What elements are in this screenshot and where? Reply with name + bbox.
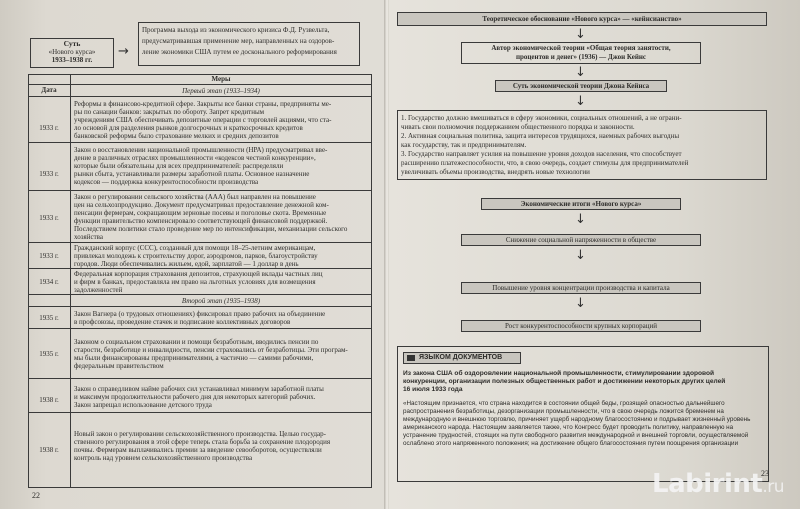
row-date: 1933 г.	[39, 252, 59, 260]
thesis-line: увеличивать объемы производства, внедрять новые технологии	[401, 168, 590, 176]
essence-keynes-title: Суть экономической теории Джона Кейнса	[512, 82, 650, 90]
thesis-line: 1. Государство должно вмешиваться в сферу экономики, социальных отношений, а не ограни-	[401, 114, 682, 122]
book-icon	[407, 355, 415, 361]
row-date: 1933 г.	[39, 170, 59, 178]
doc-text-line: распространения безработицы, дезорганизации промышленности, что в свою очередь ложится бременем на	[403, 408, 724, 415]
thesis-line: чивать свои полномочия поддержанием общественного порядка и законности.	[401, 123, 635, 131]
doc-title-line: Из закона США об оздоровлении национальной промышленности, стимулировании здоровой	[403, 370, 715, 377]
row-date: 1933 г.	[39, 124, 59, 132]
left-page: Суть «Нового курса» 1933–1938 гг. → Программа выхода из экономического кризиса Ф.Д. Рузвельта, предусматривавшая применение мер, направленных на оздоров- ление экономики США путем ее досконального реформирования Дата Меры Первый этап (1933–1934) 1933 г. 1933 г. 1933 г. 1933 г. 1934 г. Второй этап (1935–1938) 1935 г. 1935 г. 1938 г. 1938 г. Реформы в финансово-кредитной сфере. Закрыты все банки страны, предприняты ме- ры по санации банков: закрытых по обороту. Запрет кредитным учреждениям США обеспечивать депозитные операции с торговлей акциями, что ста- ло основой для разделения рынков долгосрочных и краткосрочных кредитов банковской реформы было страхование мелких и средних депозитов Закон о восстановлении национальной промышленности (НРА) предусматривал вве- дение в различных отраслях промышленности «кодексов честной конкуренции», которые были обязательны для всех предпринимателей: распределяли рынки сбыта, устанавливали размеры заработной платы. Основное назначение кодексов — поддержка конкурентоспособности производства Закон о регулировании сельского хозяйства (AAA) был направлен на повышение цен на сельхозпродукцию. Документ предусматривал предоставление денежной ком- пенсации фермерам, сокращающим зерновые посевы и поголовье скота. Временные функции правительство компенсировало соответствующей финансовой поддержкой. Последствием политики стало проведение мер по интенсификации, механизации сельского хозяйства Гражданский корпус (ССС), созданный для помощи 18–25-летним американцам, привлекал молодежь к строительству дорог, аэродромов, парков, благоустройству городов. Люди обеспечивались жильем, едой, зарплатой — 1 доллар в день Федеральная корпорация страхования депозитов, страхующей вклады частных лиц и фирм в банках, предоставляла им право на льготных условиях для возмещения задолженностей Закон Вагнера (о трудовых отношениях) фиксировал право рабочих на объединение в профсоюзы, проведение стачек и подписание коллективных договоров Законом о социальном страховании и помощи безработным, вводились пенсии по старости, безработице и инвалидности, пенсии страховались от безработицы. Эти програм- мы были финансированы предпринимателями, а частично — самими рабочими, федеральным правительством Закон о справедливом найме рабочих сил устанавливал минимум заработной платы и максимум продолжительности рабочего дня для некоторых категорий рабочих. Закон запрещал использование детского труда Новый закон о регулировании сельскохозяйственного производства. Целью государ- ственного регулирования в этой сфере теперь стала борьба за сохранение плодородия почвы. Фермерам выплачивались премии за введение севооборотов, осуществляли контроль над уровнем сельскохозяйственного производства 22	[0, 0, 386, 509]
stage-two-label: Второй этап (1935–1938)	[181, 297, 261, 305]
table-header-measures: Меры	[211, 75, 231, 83]
right-page	[389, 0, 800, 509]
thesis-line: как государству, так и предпринимателям.	[401, 141, 527, 149]
intro-line-2: предусматривавшая применение мер, направленных на оздоров-	[142, 37, 335, 45]
result-text: Повышение уровня концентрации производства и капитала	[492, 284, 670, 292]
doc-title-line: 16 июля 1933 года	[403, 386, 463, 393]
essence-title: Суть	[63, 39, 81, 48]
arrow-right-icon: →	[118, 44, 129, 59]
result-text: Рост конкурентоспособности крупных корпораций	[504, 322, 658, 330]
doc-text-line: американского народа. Настоящим заявляется также, что Конгресс будет проводить политику, направленную на	[403, 424, 734, 431]
arrow-down-icon: ↓	[575, 94, 586, 109]
intro-line-1: Программа выхода из экономического кризиса Ф.Д. Рузвельта,	[142, 26, 330, 34]
keynesianism-title: Теоретическое обоснование «Нового курса» — «кейнсианство»	[482, 15, 682, 23]
doc-text-line: международную и внешнюю торговлю, причиняет ущерб народному благосостоянию и подрывает жизненный уровень	[403, 416, 751, 423]
row-date: 1933 г.	[39, 214, 59, 222]
doc-title-line: конкуренции, организации полезных общественных работ и достижении некоторых других целей	[403, 378, 726, 385]
author-line-2: процентов и денег» (1936) — Джон Кейнс	[515, 53, 647, 61]
thesis-line: 3. Государство направляет усилия на повышение уровня доходов населения, что способствует	[401, 150, 682, 158]
arrow-down-icon: ↓	[575, 212, 586, 227]
arrow-down-icon: ↓	[575, 248, 586, 263]
labirint-watermark: Labirint.ru	[652, 469, 784, 499]
page-number: 23	[761, 469, 769, 478]
doc-text-line: «Настоящим признается, что страна находится в состоянии общей беды, грозящей опасностью дальнейшего	[403, 400, 725, 407]
intro-line-3: ление экономики США путем ее досконального реформирования	[142, 48, 337, 56]
author-line-1: Автор экономической теории «Общая теория занятости,	[491, 44, 671, 52]
documents-heading: ЯЗЫКОМ ДОКУМЕНТОВ	[419, 354, 503, 361]
arrow-down-icon: ↓	[575, 27, 586, 42]
result-text: Снижение социальной напряженности в обществе	[505, 236, 657, 244]
stage-one-label: Первый этап (1933–1934)	[182, 87, 260, 95]
arrow-down-icon: ↓	[575, 65, 586, 80]
essence-subtitle: «Нового курса»	[48, 48, 96, 56]
row-date: 1935 г.	[39, 314, 59, 322]
row-date: 1938 г.	[39, 446, 59, 454]
doc-text-line: ослаблено этого напряженного положения; на достижение общего благосостояния путем поощрения организации	[403, 440, 739, 447]
row-date: 1935 г.	[39, 350, 59, 358]
page-number: 22	[32, 491, 40, 500]
essence-years: 1933–1938 гг.	[51, 56, 93, 64]
row-date: 1938 г.	[39, 396, 59, 404]
thesis-line: 2. Активная социальная политика, защита интересов трудящихся, наемных рабочих выгодны	[401, 132, 680, 140]
arrow-down-icon: ↓	[575, 296, 586, 311]
results-title: Экономические итоги «Нового курса»	[520, 200, 642, 208]
table-header-date: Дата	[41, 86, 57, 94]
thesis-line: расширению платежеспособности, что, в свою очередь, создает стимулы для предпринимателей	[401, 159, 689, 167]
row-date: 1934 г.	[39, 278, 59, 286]
doc-text-line: устранение трудностей, стоящих на пути свободного развития международной и внешней торговли, осуществляемой	[403, 432, 749, 439]
